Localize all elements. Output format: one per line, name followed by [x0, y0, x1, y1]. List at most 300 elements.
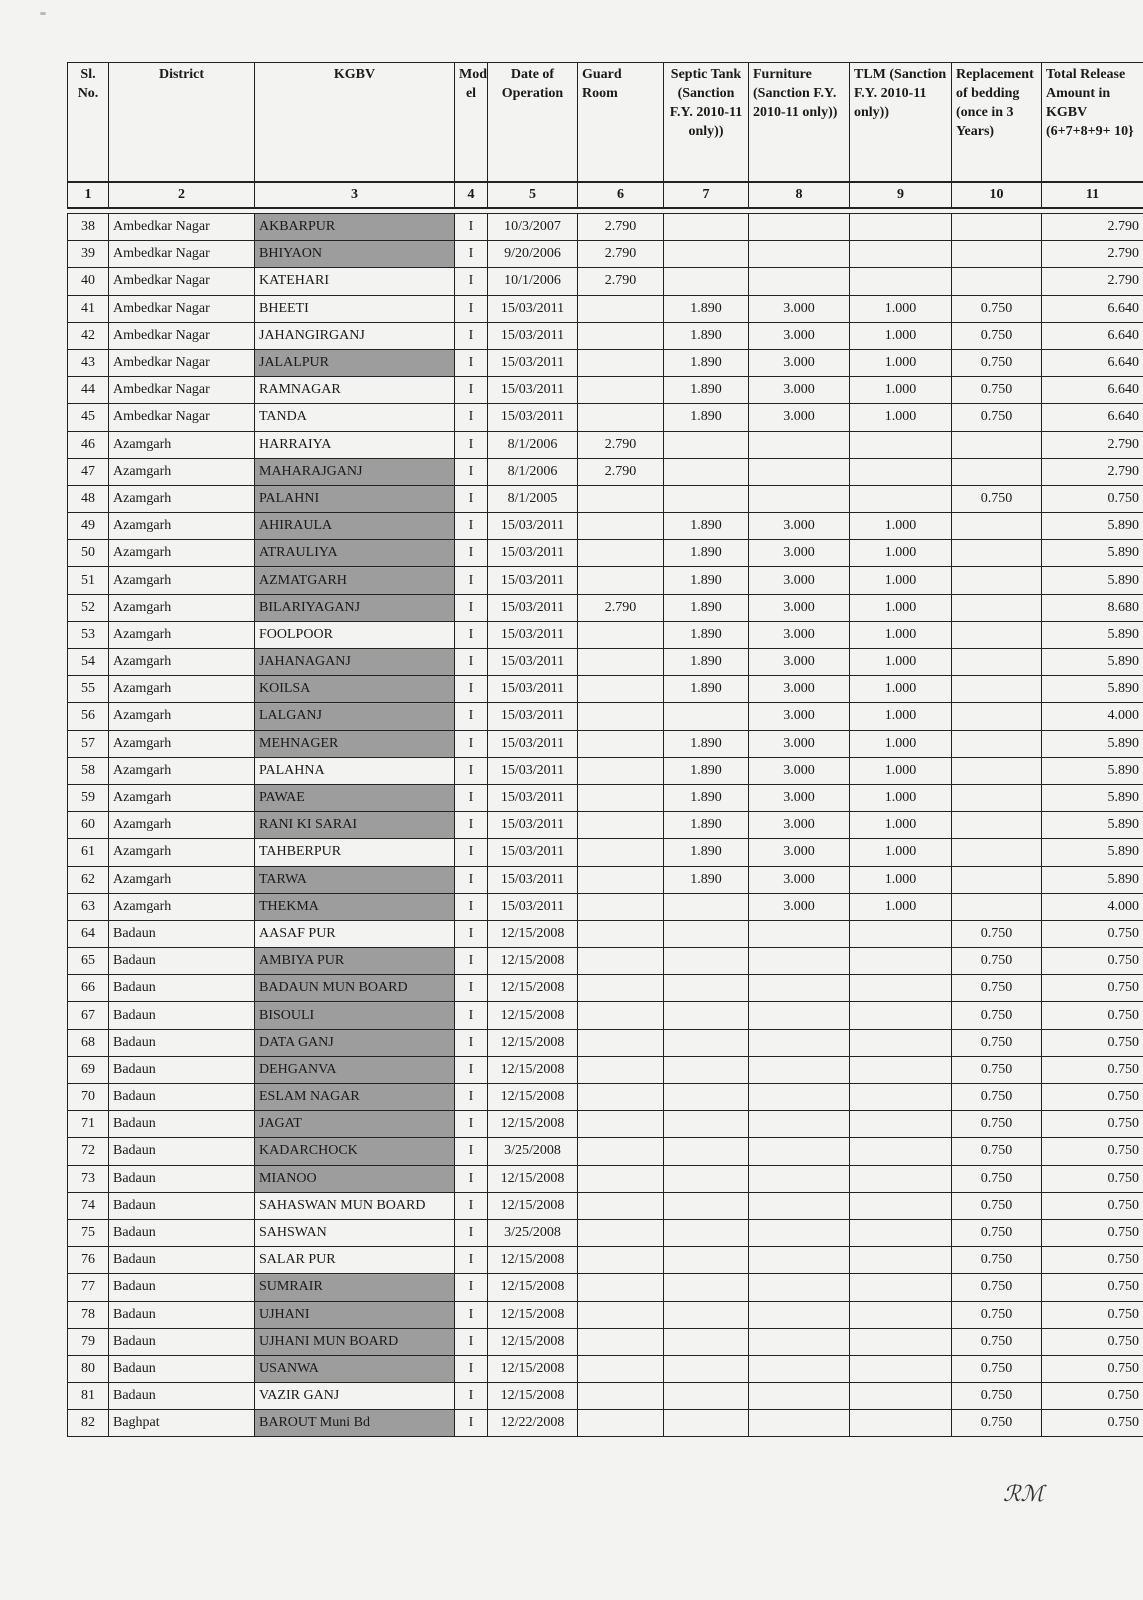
- cell-kgbv: ATRAULIYA: [255, 540, 455, 567]
- cell-model: I: [455, 1111, 488, 1138]
- cell-sl-no: 38: [68, 214, 109, 241]
- cell-furniture: [749, 1219, 850, 1246]
- column-number: 8: [749, 182, 850, 208]
- cell-furniture: [749, 241, 850, 268]
- cell-total: 5.890: [1042, 676, 1143, 703]
- cell-district: Azamgarh: [109, 866, 255, 893]
- cell-tlm: 1.000: [850, 404, 952, 431]
- cell-model: I: [455, 540, 488, 567]
- cell-septic-tank: [664, 1328, 749, 1355]
- column-number: 10: [952, 182, 1042, 208]
- cell-district: Ambedkar Nagar: [109, 268, 255, 295]
- cell-sl-no: 79: [68, 1328, 109, 1355]
- cell-furniture: 3.000: [749, 730, 850, 757]
- cell-total: 2.790: [1042, 268, 1143, 295]
- cell-guard-room: [578, 1111, 664, 1138]
- cell-tlm: [850, 948, 952, 975]
- cell-bedding: 0.750: [952, 1328, 1042, 1355]
- table-row: [68, 377, 1143, 404]
- cell-tlm: 1.000: [850, 703, 952, 730]
- table-row: [68, 431, 1143, 458]
- cell-furniture: [749, 1165, 850, 1192]
- cell-district: Azamgarh: [109, 567, 255, 594]
- table-row: [68, 1301, 1143, 1328]
- cell-bedding: [952, 214, 1042, 241]
- cell-bedding: 0.750: [952, 975, 1042, 1002]
- cell-model: I: [455, 839, 488, 866]
- cell-model: I: [455, 1383, 488, 1410]
- cell-district: Badaun: [109, 948, 255, 975]
- cell-guard-room: [578, 1002, 664, 1029]
- table-row: [68, 268, 1143, 295]
- cell-district: Ambedkar Nagar: [109, 349, 255, 376]
- signature-mark: ℛℳ: [1003, 1482, 1045, 1507]
- cell-bedding: 0.750: [952, 1056, 1042, 1083]
- table-row: [68, 349, 1143, 376]
- cell-septic-tank: [664, 214, 749, 241]
- table-row: [68, 920, 1143, 947]
- cell-kgbv: MIANOO: [255, 1165, 455, 1192]
- cell-kgbv: AASAF PUR: [255, 920, 455, 947]
- cell-date: 12/15/2008: [488, 1328, 578, 1355]
- cell-furniture: [749, 1247, 850, 1274]
- cell-sl-no: 73: [68, 1165, 109, 1192]
- cell-date: 12/15/2008: [488, 1111, 578, 1138]
- cell-total: 0.750: [1042, 1383, 1143, 1410]
- cell-guard-room: [578, 920, 664, 947]
- header-total-release: Total Release Amount in KGBV (6+7+8+9+ 10}: [1042, 63, 1143, 183]
- table-row: [68, 1355, 1143, 1382]
- cell-guard-room: [578, 1084, 664, 1111]
- cell-furniture: [749, 1383, 850, 1410]
- cell-model: I: [455, 703, 488, 730]
- cell-furniture: 3.000: [749, 839, 850, 866]
- cell-district: Azamgarh: [109, 757, 255, 784]
- cell-model: I: [455, 730, 488, 757]
- cell-date: 15/03/2011: [488, 866, 578, 893]
- cell-guard-room: [578, 730, 664, 757]
- cell-district: Badaun: [109, 920, 255, 947]
- cell-kgbv: HARRAIYA: [255, 431, 455, 458]
- cell-total: 5.890: [1042, 757, 1143, 784]
- cell-model: I: [455, 1274, 488, 1301]
- cell-total: 5.890: [1042, 540, 1143, 567]
- cell-date: 12/15/2008: [488, 975, 578, 1002]
- cell-total: 0.750: [1042, 1301, 1143, 1328]
- cell-kgbv: BADAUN MUN BOARD: [255, 975, 455, 1002]
- cell-kgbv: ESLAM NAGAR: [255, 1084, 455, 1111]
- cell-sl-no: 58: [68, 757, 109, 784]
- cell-kgbv: PAWAE: [255, 784, 455, 811]
- cell-tlm: [850, 1247, 952, 1274]
- cell-date: 10/3/2007: [488, 214, 578, 241]
- cell-septic-tank: 1.890: [664, 349, 749, 376]
- cell-date: 15/03/2011: [488, 349, 578, 376]
- cell-date: 12/15/2008: [488, 1192, 578, 1219]
- table-row: [68, 241, 1143, 268]
- cell-district: Azamgarh: [109, 730, 255, 757]
- cell-district: Badaun: [109, 1138, 255, 1165]
- cell-guard-room: [578, 1138, 664, 1165]
- cell-model: I: [455, 322, 488, 349]
- cell-total: 5.890: [1042, 621, 1143, 648]
- cell-furniture: 3.000: [749, 812, 850, 839]
- cell-bedding: 0.750: [952, 1002, 1042, 1029]
- table-row: [68, 214, 1143, 241]
- table-row: [68, 730, 1143, 757]
- cell-district: Azamgarh: [109, 839, 255, 866]
- cell-date: 15/03/2011: [488, 649, 578, 676]
- header-tlm: TLM (Sanction F.Y. 2010-11 only)): [850, 63, 952, 183]
- cell-sl-no: 47: [68, 458, 109, 485]
- cell-septic-tank: [664, 920, 749, 947]
- cell-bedding: [952, 513, 1042, 540]
- cell-sl-no: 74: [68, 1192, 109, 1219]
- cell-kgbv: UJHANI: [255, 1301, 455, 1328]
- table-row: [68, 1328, 1143, 1355]
- cell-sl-no: 70: [68, 1084, 109, 1111]
- cell-bedding: 0.750: [952, 920, 1042, 947]
- table-row: [68, 757, 1143, 784]
- cell-bedding: [952, 241, 1042, 268]
- cell-date: 15/03/2011: [488, 839, 578, 866]
- cell-total: 0.750: [1042, 1138, 1143, 1165]
- cell-kgbv: JAHANAGANJ: [255, 649, 455, 676]
- column-number: 6: [578, 182, 664, 208]
- cell-model: I: [455, 513, 488, 540]
- cell-guard-room: [578, 784, 664, 811]
- cell-date: 3/25/2008: [488, 1138, 578, 1165]
- column-number: 3: [255, 182, 455, 208]
- cell-total: 6.640: [1042, 349, 1143, 376]
- cell-date: 9/20/2006: [488, 241, 578, 268]
- cell-bedding: [952, 839, 1042, 866]
- header-district: District: [109, 63, 255, 183]
- cell-model: I: [455, 1002, 488, 1029]
- cell-district: Ambedkar Nagar: [109, 322, 255, 349]
- cell-bedding: 0.750: [952, 948, 1042, 975]
- cell-septic-tank: [664, 1274, 749, 1301]
- cell-date: 12/22/2008: [488, 1410, 578, 1437]
- cell-septic-tank: [664, 948, 749, 975]
- cell-district: Azamgarh: [109, 458, 255, 485]
- cell-kgbv: TANDA: [255, 404, 455, 431]
- cell-furniture: 3.000: [749, 649, 850, 676]
- cell-model: I: [455, 485, 488, 512]
- cell-model: I: [455, 1056, 488, 1083]
- header-septic-tank: Septic Tank (Sanction F.Y. 2010-11 only)): [664, 63, 749, 183]
- cell-date: 15/03/2011: [488, 567, 578, 594]
- table-row: [68, 1247, 1143, 1274]
- cell-kgbv: KADARCHOCK: [255, 1138, 455, 1165]
- cell-model: I: [455, 676, 488, 703]
- cell-septic-tank: [664, 268, 749, 295]
- cell-kgbv: FOOLPOOR: [255, 621, 455, 648]
- cell-furniture: [749, 485, 850, 512]
- column-number-row: [68, 182, 1143, 208]
- cell-furniture: [749, 214, 850, 241]
- cell-district: Badaun: [109, 1355, 255, 1382]
- cell-kgbv: MEHNAGER: [255, 730, 455, 757]
- cell-kgbv: AZMATGARH: [255, 567, 455, 594]
- cell-model: I: [455, 1328, 488, 1355]
- cell-bedding: [952, 649, 1042, 676]
- cell-sl-no: 81: [68, 1383, 109, 1410]
- cell-tlm: 1.000: [850, 567, 952, 594]
- cell-district: Azamgarh: [109, 649, 255, 676]
- cell-bedding: [952, 893, 1042, 920]
- cell-bedding: [952, 567, 1042, 594]
- cell-model: I: [455, 784, 488, 811]
- cell-district: Badaun: [109, 1247, 255, 1274]
- cell-model: I: [455, 268, 488, 295]
- cell-septic-tank: 1.890: [664, 513, 749, 540]
- cell-district: Ambedkar Nagar: [109, 404, 255, 431]
- cell-date: 15/03/2011: [488, 676, 578, 703]
- cell-septic-tank: 1.890: [664, 404, 749, 431]
- cell-bedding: [952, 621, 1042, 648]
- cell-guard-room: [578, 649, 664, 676]
- cell-total: 0.750: [1042, 948, 1143, 975]
- cell-model: I: [455, 1219, 488, 1246]
- cell-furniture: [749, 1111, 850, 1138]
- cell-furniture: [749, 1029, 850, 1056]
- cell-septic-tank: 1.890: [664, 866, 749, 893]
- cell-septic-tank: [664, 1192, 749, 1219]
- cell-total: 6.640: [1042, 377, 1143, 404]
- cell-date: 12/15/2008: [488, 1165, 578, 1192]
- cell-model: I: [455, 920, 488, 947]
- cell-bedding: [952, 268, 1042, 295]
- cell-bedding: [952, 703, 1042, 730]
- cell-total: 6.640: [1042, 404, 1143, 431]
- cell-septic-tank: [664, 1165, 749, 1192]
- cell-tlm: [850, 1192, 952, 1219]
- cell-date: 12/15/2008: [488, 1301, 578, 1328]
- cell-tlm: [850, 1274, 952, 1301]
- cell-bedding: 0.750: [952, 1247, 1042, 1274]
- cell-tlm: [850, 268, 952, 295]
- column-number: 7: [664, 182, 749, 208]
- cell-furniture: 3.000: [749, 676, 850, 703]
- cell-date: 12/15/2008: [488, 920, 578, 947]
- cell-tlm: 1.000: [850, 812, 952, 839]
- table-row: [68, 1219, 1143, 1246]
- cell-furniture: 3.000: [749, 703, 850, 730]
- cell-model: I: [455, 975, 488, 1002]
- cell-district: Badaun: [109, 1192, 255, 1219]
- cell-sl-no: 56: [68, 703, 109, 730]
- cell-sl-no: 61: [68, 839, 109, 866]
- cell-model: I: [455, 893, 488, 920]
- cell-furniture: 3.000: [749, 322, 850, 349]
- cell-furniture: [749, 458, 850, 485]
- cell-sl-no: 75: [68, 1219, 109, 1246]
- cell-tlm: 1.000: [850, 676, 952, 703]
- cell-furniture: [749, 1002, 850, 1029]
- cell-district: Ambedkar Nagar: [109, 377, 255, 404]
- table-row: [68, 1383, 1143, 1410]
- cell-total: 5.890: [1042, 839, 1143, 866]
- column-number: 11: [1042, 182, 1143, 208]
- cell-model: I: [455, 295, 488, 322]
- cell-model: I: [455, 1192, 488, 1219]
- cell-district: Badaun: [109, 1219, 255, 1246]
- cell-model: I: [455, 1247, 488, 1274]
- table-row: [68, 540, 1143, 567]
- cell-bedding: 0.750: [952, 1111, 1042, 1138]
- cell-guard-room: [578, 1247, 664, 1274]
- cell-tlm: 1.000: [850, 513, 952, 540]
- cell-tlm: [850, 1301, 952, 1328]
- cell-total: 0.750: [1042, 920, 1143, 947]
- cell-model: I: [455, 621, 488, 648]
- table-row: [68, 1111, 1143, 1138]
- cell-sl-no: 40: [68, 268, 109, 295]
- cell-tlm: 1.000: [850, 757, 952, 784]
- cell-bedding: [952, 730, 1042, 757]
- cell-date: 12/15/2008: [488, 948, 578, 975]
- cell-total: 0.750: [1042, 1247, 1143, 1274]
- cell-septic-tank: [664, 1355, 749, 1382]
- cell-septic-tank: 1.890: [664, 377, 749, 404]
- cell-total: 5.890: [1042, 866, 1143, 893]
- kgbv-release-table: [67, 62, 1143, 1437]
- cell-kgbv: DEHGANVA: [255, 1056, 455, 1083]
- cell-bedding: 0.750: [952, 485, 1042, 512]
- cell-district: Badaun: [109, 1165, 255, 1192]
- table-row: [68, 948, 1143, 975]
- cell-kgbv: LALGANJ: [255, 703, 455, 730]
- cell-guard-room: [578, 513, 664, 540]
- cell-district: Azamgarh: [109, 784, 255, 811]
- cell-guard-room: [578, 621, 664, 648]
- cell-furniture: 3.000: [749, 377, 850, 404]
- cell-furniture: [749, 1084, 850, 1111]
- cell-guard-room: [578, 757, 664, 784]
- cell-kgbv: SALAR PUR: [255, 1247, 455, 1274]
- cell-guard-room: [578, 676, 664, 703]
- cell-sl-no: 53: [68, 621, 109, 648]
- cell-sl-no: 76: [68, 1247, 109, 1274]
- cell-total: 0.750: [1042, 485, 1143, 512]
- cell-total: 2.790: [1042, 458, 1143, 485]
- cell-date: 15/03/2011: [488, 513, 578, 540]
- cell-sl-no: 64: [68, 920, 109, 947]
- cell-sl-no: 72: [68, 1138, 109, 1165]
- cell-total: 5.890: [1042, 812, 1143, 839]
- cell-guard-room: [578, 1219, 664, 1246]
- cell-bedding: [952, 594, 1042, 621]
- cell-septic-tank: [664, 1138, 749, 1165]
- cell-sl-no: 62: [68, 866, 109, 893]
- cell-tlm: [850, 1219, 952, 1246]
- cell-date: 15/03/2011: [488, 621, 578, 648]
- table-row: [68, 621, 1143, 648]
- cell-total: 0.750: [1042, 1111, 1143, 1138]
- cell-district: Ambedkar Nagar: [109, 241, 255, 268]
- table-row: [68, 866, 1143, 893]
- cell-total: 5.890: [1042, 730, 1143, 757]
- cell-tlm: 1.000: [850, 349, 952, 376]
- scan-speck: [40, 12, 46, 15]
- cell-septic-tank: [664, 975, 749, 1002]
- cell-total: 6.640: [1042, 295, 1143, 322]
- cell-furniture: 3.000: [749, 540, 850, 567]
- cell-district: Badaun: [109, 1084, 255, 1111]
- cell-tlm: [850, 214, 952, 241]
- cell-tlm: [850, 1084, 952, 1111]
- cell-model: I: [455, 1029, 488, 1056]
- cell-date: 15/03/2011: [488, 703, 578, 730]
- cell-furniture: 3.000: [749, 513, 850, 540]
- cell-district: Azamgarh: [109, 621, 255, 648]
- column-number: 4: [455, 182, 488, 208]
- cell-septic-tank: [664, 1247, 749, 1274]
- header-date-of-operation: Date of Operation: [488, 63, 578, 183]
- cell-model: I: [455, 1355, 488, 1382]
- cell-tlm: [850, 1410, 952, 1437]
- cell-date: 15/03/2011: [488, 404, 578, 431]
- cell-total: 0.750: [1042, 1355, 1143, 1382]
- cell-guard-room: [578, 567, 664, 594]
- cell-guard-room: [578, 893, 664, 920]
- cell-septic-tank: 1.890: [664, 757, 749, 784]
- cell-septic-tank: [664, 1002, 749, 1029]
- cell-bedding: 0.750: [952, 1029, 1042, 1056]
- cell-guard-room: [578, 1355, 664, 1382]
- cell-septic-tank: 1.890: [664, 812, 749, 839]
- cell-septic-tank: 1.890: [664, 621, 749, 648]
- cell-date: 15/03/2011: [488, 757, 578, 784]
- table-row: [68, 1165, 1143, 1192]
- cell-tlm: 1.000: [850, 784, 952, 811]
- column-number: 5: [488, 182, 578, 208]
- cell-model: I: [455, 757, 488, 784]
- cell-guard-room: [578, 1165, 664, 1192]
- cell-septic-tank: 1.890: [664, 322, 749, 349]
- cell-kgbv: JAGAT: [255, 1111, 455, 1138]
- cell-kgbv: JAHANGIRGANJ: [255, 322, 455, 349]
- cell-bedding: 0.750: [952, 1138, 1042, 1165]
- cell-tlm: [850, 1056, 952, 1083]
- cell-kgbv: USANWA: [255, 1355, 455, 1382]
- cell-district: Badaun: [109, 1056, 255, 1083]
- cell-district: Azamgarh: [109, 594, 255, 621]
- table-row: [68, 1084, 1143, 1111]
- cell-model: I: [455, 377, 488, 404]
- cell-district: Badaun: [109, 1111, 255, 1138]
- cell-tlm: [850, 1111, 952, 1138]
- header-row: [68, 63, 1143, 183]
- cell-kgbv: BHEETI: [255, 295, 455, 322]
- cell-date: 15/03/2011: [488, 730, 578, 757]
- cell-septic-tank: [664, 485, 749, 512]
- cell-septic-tank: [664, 1410, 749, 1437]
- cell-district: Azamgarh: [109, 703, 255, 730]
- cell-date: 3/25/2008: [488, 1219, 578, 1246]
- cell-sl-no: 71: [68, 1111, 109, 1138]
- cell-guard-room: [578, 1192, 664, 1219]
- cell-bedding: [952, 866, 1042, 893]
- header-model: Mod el: [455, 63, 488, 183]
- cell-date: 12/15/2008: [488, 1247, 578, 1274]
- header-kgbv: KGBV: [255, 63, 455, 183]
- cell-tlm: 1.000: [850, 649, 952, 676]
- table-row: [68, 784, 1143, 811]
- cell-furniture: 3.000: [749, 404, 850, 431]
- cell-model: I: [455, 1301, 488, 1328]
